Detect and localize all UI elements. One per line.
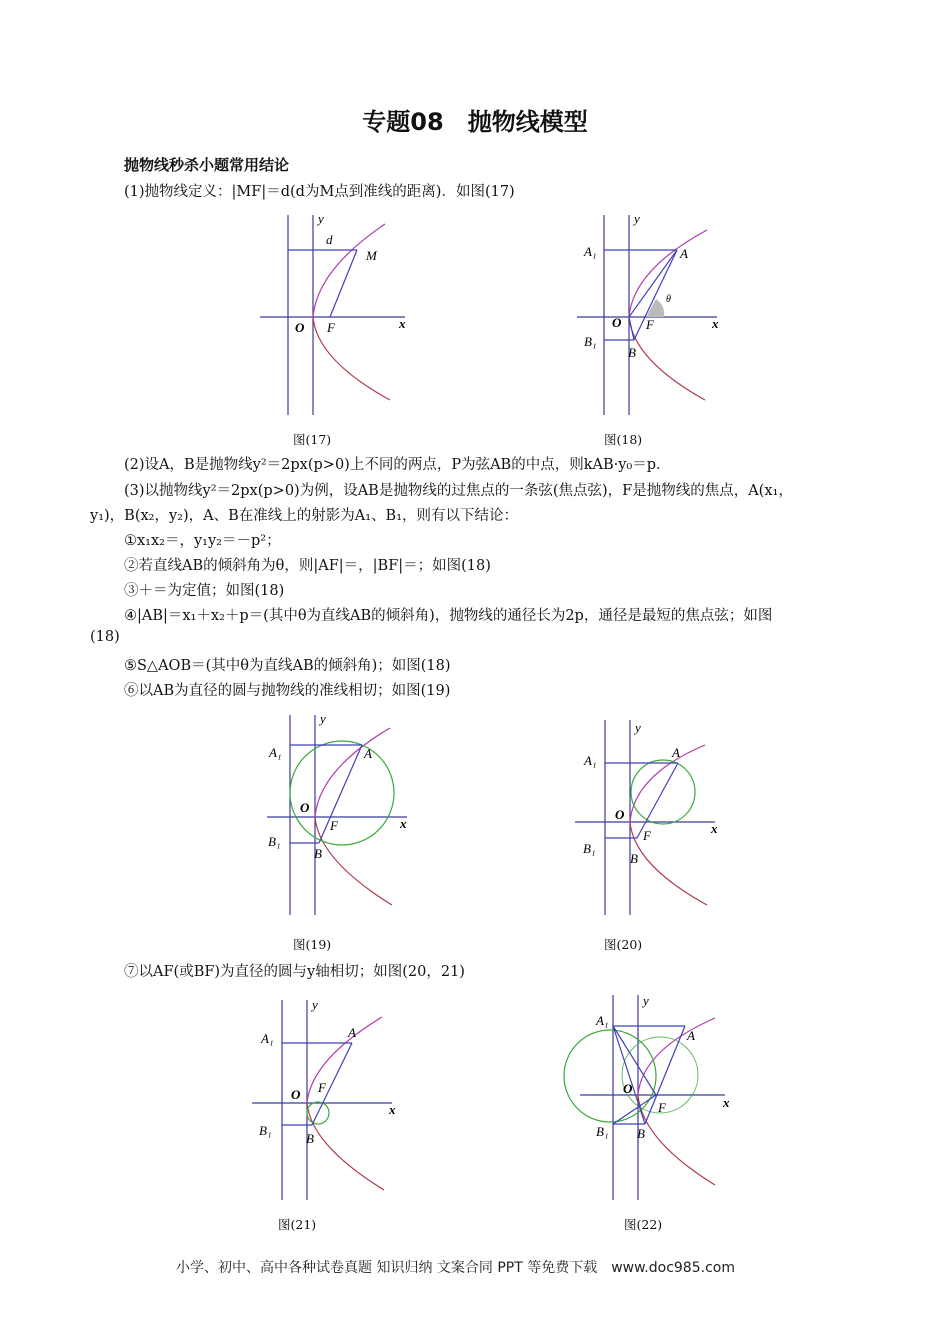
label-x: x: [723, 1095, 730, 1110]
label-x: x: [712, 316, 719, 331]
label-a1: A₁: [269, 745, 282, 760]
label-f: F: [646, 317, 654, 332]
conclusion-c3: ③＋＝为定值；如图(18): [124, 583, 285, 599]
caption-22: 图(22): [624, 1217, 663, 1232]
parabola-lower: [315, 817, 392, 905]
label-o: O: [300, 800, 310, 815]
label-o: O: [612, 315, 622, 330]
label-x: x: [711, 821, 718, 836]
page-title: 专题08 抛物线模型: [362, 108, 588, 136]
figure-17: [255, 210, 425, 420]
section-subtitle: 抛物线秒杀小题常用结论: [124, 156, 290, 174]
label-b: B: [630, 851, 638, 866]
label-a1: A₁: [584, 753, 597, 768]
label-x: x: [399, 316, 406, 331]
label-a1: A₁: [261, 1031, 274, 1046]
label-f: F: [643, 828, 651, 843]
caption-21: 图(21): [278, 1217, 317, 1232]
label-a1: A₁: [584, 244, 597, 259]
conclusion-c2: ②若直线AB的倾斜角为θ，则|AF|＝，|BF|＝；如图(18): [124, 558, 491, 574]
label-b1: B₁: [583, 841, 596, 856]
label-m: M: [366, 248, 377, 263]
label-o: O: [291, 1087, 301, 1102]
conclusion-1: (1)抛物线定义：|MF|＝d(d为M点到准线的距离)．如图(17): [124, 184, 515, 200]
figure-18: [572, 210, 742, 420]
label-o: O: [615, 807, 625, 822]
label-x: x: [389, 1102, 396, 1117]
label-f: F: [330, 818, 338, 833]
conclusion-c4b: (18): [90, 629, 120, 645]
conclusion-c6: ⑥以AB为直径的圆与抛物线的准线相切；如图(19): [124, 683, 451, 699]
label-a: A: [687, 1028, 695, 1043]
figure-22: [560, 990, 745, 1205]
conclusion-c4a: ④|AB|＝x₁＋x₂＋p＝(其中θ为直线AB的倾斜角)，抛物线的通径长为2p，通径是最短的焦点弦；如图: [124, 608, 773, 624]
label-d: d: [326, 232, 333, 247]
label-f: F: [327, 320, 335, 335]
parabola-lower: [313, 317, 390, 400]
label-a: A: [348, 1025, 356, 1040]
footer-text: 小学、初中、高中各种试卷真题 知识归纳 文案合同 PPT 等免费下载 www.doc985.com: [176, 1260, 735, 1276]
label-y: y: [312, 997, 318, 1012]
label-x: x: [400, 816, 407, 831]
conclusion-3a: (3)以抛物线y²＝2px(p>0)为例，设AB是抛物线的过焦点的一条弦(焦点弦)，F是抛物线的焦点，A(x₁，: [124, 483, 793, 499]
label-y: y: [643, 993, 649, 1008]
label-y: y: [320, 711, 326, 726]
label-f: F: [318, 1080, 326, 1095]
chord-ab: [637, 763, 678, 838]
label-a: A: [672, 745, 680, 760]
segment-mf: [330, 250, 357, 317]
label-b1: B₁: [584, 334, 597, 349]
label-b: B: [637, 1126, 645, 1141]
segment-ob: [629, 317, 634, 340]
parabola-upper: [638, 1018, 715, 1095]
caption-20: 图(20): [604, 937, 643, 952]
chord-ab: [319, 745, 362, 843]
circle-ab-diameter: [290, 741, 394, 845]
label-theta: θ: [666, 294, 671, 305]
conclusion-3b: y₁)，B(x₂，y₂)，A、B在准线上的射影为A₁、B₁，则有以下结论：: [90, 508, 519, 524]
label-a: A: [364, 746, 372, 761]
label-o: O: [623, 1081, 633, 1096]
label-f: F: [658, 1100, 666, 1115]
parabola-upper: [315, 728, 390, 817]
parabola-lower: [630, 822, 707, 905]
label-o: O: [295, 320, 305, 335]
conclusion-c5: ⑤S△AOB＝(其中θ为直线AB的倾斜角)；如图(18): [124, 658, 451, 674]
parabola-lower: [638, 1095, 715, 1185]
label-y: y: [634, 211, 640, 226]
label-y: y: [318, 211, 324, 226]
parabola-lower: [629, 317, 705, 400]
conclusion-2: (2)设A，B是抛物线y²＝2px(p>0)上不同的两点，P为弦AB的中点，则kAB·y₀＝p．: [124, 457, 671, 473]
segment-a1f: [613, 1026, 656, 1095]
label-b: B: [628, 345, 636, 360]
label-a1: A₁: [596, 1013, 609, 1028]
parabola-lower: [307, 1103, 384, 1190]
label-b: B: [314, 846, 322, 861]
label-b1: B₁: [259, 1123, 272, 1138]
caption-19: 图(19): [293, 937, 332, 952]
figure-19: [262, 710, 432, 920]
conclusion-c7: ⑦以AF(或BF)为直径的圆与y轴相切；如图(20，21): [124, 964, 465, 980]
figure-20: [575, 715, 745, 925]
caption-18: 图(18): [604, 432, 643, 447]
label-b: B: [306, 1131, 314, 1146]
caption-17: 图(17): [293, 432, 332, 447]
figure-21: [252, 995, 422, 1205]
label-b1: B₁: [596, 1124, 609, 1139]
label-a: A: [680, 246, 688, 261]
label-b1: B₁: [268, 834, 281, 849]
label-y: y: [635, 720, 641, 735]
conclusion-c1: ①x₁x₂＝，y₁y₂＝－p²；: [124, 533, 281, 549]
segment-b1f: [613, 1095, 656, 1124]
